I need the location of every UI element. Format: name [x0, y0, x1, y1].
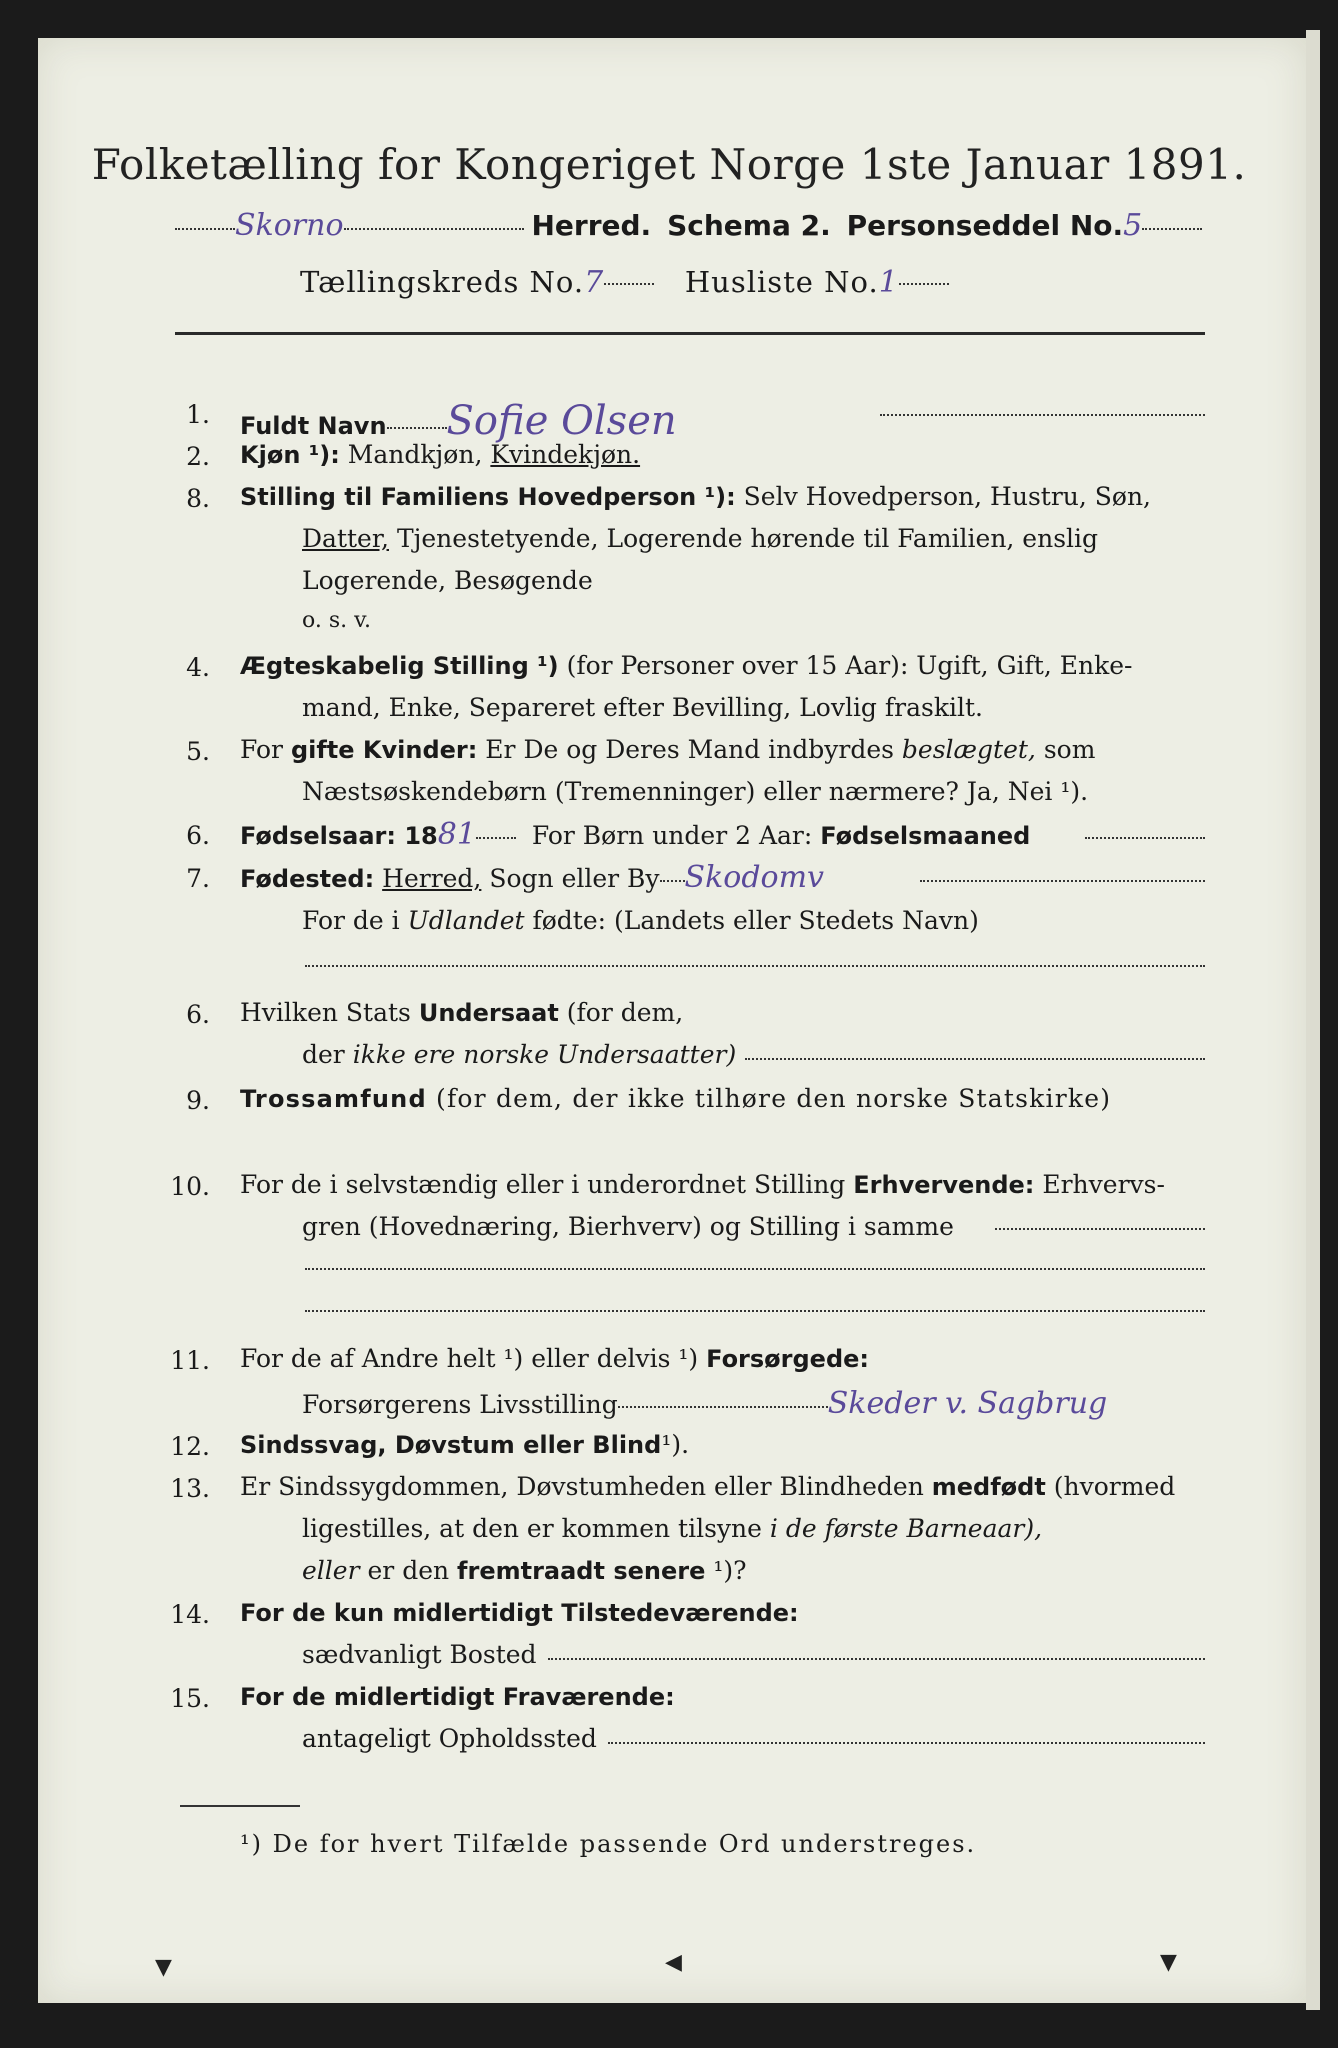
item-8-undersaat: Hvilken Stats Undersaat (for dem, — [240, 998, 684, 1027]
footnote: ¹) De for hvert Tilfælde passende Ord understreges. — [240, 1830, 977, 1858]
item-9-trossamfund: Trossamfund (for dem, der ikke tilhøre den norske Statskirke) — [240, 1084, 1112, 1113]
fill-line — [608, 1742, 1205, 1744]
item-number: 8. — [186, 484, 210, 513]
item-7-fodested: Fødested: Herred, Sogn eller By Skodomv — [240, 860, 824, 895]
kreds-value: 7 — [584, 265, 605, 300]
item-number: 6. — [186, 1000, 210, 1029]
item-1-fuldt-navn: Fuldt Navn Sofie Olsen — [240, 398, 677, 444]
birthplace-value: Skodomv — [684, 860, 824, 895]
item-3-line3: Logerende, Besøgende — [302, 566, 593, 595]
husliste-value: 1 — [878, 265, 899, 300]
provider-occupation-value: Skeder v. Sagbrug — [827, 1386, 1108, 1421]
personseddel-value: 5 — [1123, 208, 1143, 243]
item-2-kjon: Kjøn ¹): Mandkjøn, Kvindekjøn. — [240, 440, 641, 469]
item-3-line4: o. s. v. — [302, 608, 371, 633]
item-number: 4. — [186, 653, 210, 682]
corner-mark-icon: ◀ — [665, 1950, 682, 1975]
corner-mark-icon: ▼ — [1160, 1950, 1177, 1975]
item-3-stilling: Stilling til Familiens Hovedperson ¹): Selv Hovedperson, Hustru, Søn, — [240, 482, 1151, 511]
item-number: 10. — [170, 1172, 210, 1201]
item-11-line2: Forsørgerens Livsstilling Skeder v. Sagbrug — [302, 1386, 1108, 1421]
fill-line — [745, 1058, 1205, 1060]
item-7-line2: For de i Udlandet fødte: (Landets eller Stedets Navn) — [302, 906, 979, 935]
item-number: 9. — [186, 1086, 210, 1115]
birth-year-value: 81 — [437, 817, 476, 852]
fill-line — [1085, 837, 1205, 839]
item-number: 2. — [186, 442, 210, 471]
kreds-line — [300, 265, 949, 300]
item-14-line2: sædvanligt Bosted — [302, 1640, 537, 1669]
husliste-label: Husliste No. — [684, 265, 879, 299]
item-number: 12. — [170, 1432, 210, 1461]
item-13-line3: eller er den fremtraadt senere ¹)? — [302, 1556, 747, 1585]
herred-value: Skorno — [235, 208, 344, 243]
item-number: 13. — [170, 1474, 210, 1503]
item-4-aegteskab: Ægteskabelig Stilling ¹) (for Personer over 15 Aar): Ugift, Gift, Enke- — [240, 651, 1133, 680]
item-number: 15. — [170, 1684, 210, 1713]
item-3-line2: Datter, Tjenestetyende, Logerende hørende til Familien, enslig — [302, 524, 1099, 553]
item-14-tilstede: For de kun midlertidigt Tilstedeværende: — [240, 1599, 799, 1627]
kreds-label: Tællingskreds No. — [300, 265, 585, 299]
item-number: 7. — [186, 864, 210, 893]
paper-edge — [1306, 30, 1320, 2010]
schema-label: Schema 2. — [667, 209, 831, 242]
item-number: 14. — [170, 1600, 210, 1629]
item-13-medfodt: Er Sindssygdommen, Døvstumheden eller Blindheden medfødt (hvormed — [240, 1472, 1176, 1501]
item-4-line2: mand, Enke, Separeret efter Bevilling, Lovlig fraskilt. — [302, 693, 983, 722]
herred-label: Herred. — [531, 209, 652, 242]
item-15-line2: antageligt Opholdssted — [302, 1724, 597, 1753]
fill-line — [305, 965, 1205, 967]
item-6-fodselsaar: Fødselsaar: 1881 For Børn under 2 Aar: Fødselsmaaned — [240, 817, 1031, 852]
fill-line — [305, 1310, 1205, 1312]
form-title: Folketælling for Kongeriget Norge 1ste Januar 1891. — [91, 140, 1247, 189]
item-13-line2: ligestilles, at den er kommen tilsyne i de første Barneaar), — [302, 1514, 1043, 1543]
footnote-rule — [180, 1805, 300, 1807]
herred-line — [175, 208, 1202, 243]
item-10-erhverv: For de i selvstændig eller i underordnet Stilling Erhvervende: Erhvervs- — [240, 1170, 1165, 1199]
header-rule — [175, 332, 1205, 335]
name-value: Sofie Olsen — [446, 398, 677, 444]
fill-line — [548, 1658, 1205, 1660]
item-8-line2: der ikke ere norske Undersaatter) — [302, 1040, 737, 1069]
item-12-sindssvag: Sindssvag, Døvstum eller Blind¹). — [240, 1430, 690, 1459]
corner-mark-icon: ▼ — [155, 1955, 172, 1980]
item-number: 1. — [186, 400, 210, 429]
item-10-line2: gren (Hovednæring, Bierhverv) og Stilling i samme — [302, 1212, 954, 1241]
fill-line — [305, 1268, 1205, 1270]
item-number: 11. — [170, 1346, 210, 1375]
item-number: 6. — [186, 821, 210, 850]
item-11-forsorgede: For de af Andre helt ¹) eller delvis ¹) Forsørgede: — [240, 1344, 870, 1373]
item-5-gifte: For gifte Kvinder: Er De og Deres Mand indbyrdes beslægtet, som — [240, 735, 1096, 764]
fill-line — [880, 414, 1205, 416]
fill-line — [995, 1228, 1205, 1230]
item-5-line2: Næstsøskendebørn (Tremenninger) eller nærmere? Ja, Nei ¹). — [302, 777, 1089, 806]
fill-line — [920, 880, 1205, 882]
personseddel-label: Personseddel No. — [846, 209, 1124, 242]
item-15-fravaerende: For de midlertidigt Fraværende: — [240, 1683, 675, 1711]
item-number: 5. — [186, 737, 210, 766]
